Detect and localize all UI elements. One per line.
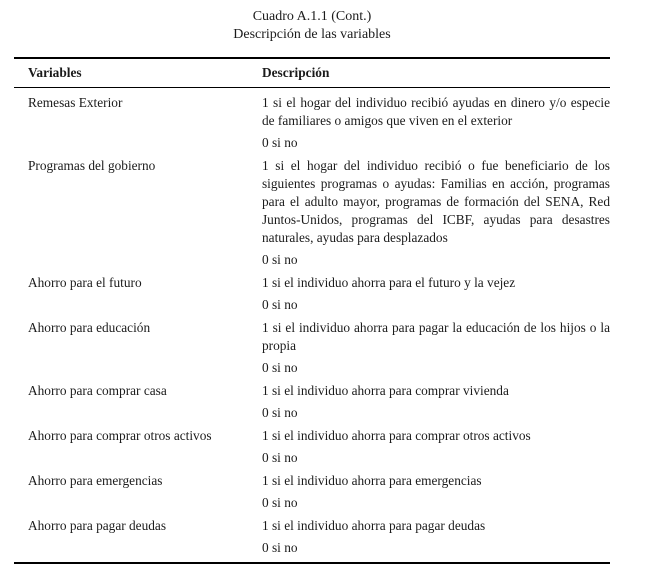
description-text: 1 si el individuo ahorra para comprar vivienda — [262, 383, 509, 398]
column-header-descripcion: Descripción — [262, 65, 330, 80]
description-cell — [262, 472, 610, 512]
variable-cell: Ahorro para comprar casa — [28, 383, 167, 398]
column-header-variables: Variables — [28, 65, 82, 80]
table-subtitle: Descripción de las variables — [233, 27, 391, 42]
variables-table — [14, 57, 610, 564]
table-row — [28, 467, 610, 512]
description-zero-text: 0 si no — [262, 450, 298, 465]
table-title: Cuadro A.1.1 (Cont.) — [252, 9, 372, 24]
table-row — [28, 269, 610, 314]
variable-cell: Ahorro para comprar otros activos — [28, 428, 212, 443]
variable-cell: Ahorro para pagar deudas — [28, 518, 167, 533]
description-zero-text: 0 si no — [262, 540, 298, 555]
table-row — [28, 152, 610, 269]
description-cell — [262, 94, 610, 152]
description-text: 1 si el hogar del individuo recibió ayudas en dinero y/o especie de familiares o amigos que viven en el exterior — [262, 95, 610, 128]
table-header-row — [14, 59, 610, 88]
description-text: 1 si el individuo ahorra para emergencias — [262, 473, 482, 488]
table-row — [28, 512, 610, 557]
description-zero-text: 0 si no — [262, 297, 298, 312]
variable-cell: Remesas Exterior — [28, 95, 123, 110]
variable-cell: Ahorro para educación — [28, 320, 151, 335]
variable-cell: Ahorro para emergencias — [28, 473, 163, 488]
description-zero-text: 0 si no — [262, 405, 298, 420]
variable-cell: Ahorro para el futuro — [28, 275, 142, 290]
description-cell — [262, 517, 610, 557]
table-body — [14, 88, 610, 562]
description-cell — [262, 319, 610, 377]
description-text: 1 si el individuo ahorra para el futuro y la vejez — [262, 275, 516, 290]
description-zero-text: 0 si no — [262, 252, 298, 267]
description-zero-text: 0 si no — [262, 495, 298, 510]
description-cell — [262, 274, 610, 314]
variable-cell: Programas del gobierno — [28, 158, 156, 173]
description-cell — [262, 427, 610, 467]
table-heading — [14, 8, 610, 44]
description-text: 1 si el individuo ahorra para comprar otros activos — [262, 428, 531, 443]
table-row — [28, 89, 610, 152]
description-text: 1 si el individuo ahorra para pagar la educación de los hijos o la propia — [262, 320, 610, 353]
description-cell — [262, 157, 610, 269]
description-text: 1 si el hogar del individuo recibió o fue beneficiario de los siguientes programas o ayudas: Familias en acción, programas para el adulto mayor, programas de formación del SENA, Red Juntos-Unidos, programas del ICBF, ayudas para desastres naturales, ayudas para desplazados — [262, 158, 610, 245]
table-row — [28, 377, 610, 422]
description-text: 1 si el individuo ahorra para pagar deudas — [262, 518, 486, 533]
description-zero-text: 0 si no — [262, 360, 298, 375]
table-row — [28, 422, 610, 467]
description-zero-text: 0 si no — [262, 135, 298, 150]
description-cell — [262, 382, 610, 422]
table-row — [28, 314, 610, 377]
